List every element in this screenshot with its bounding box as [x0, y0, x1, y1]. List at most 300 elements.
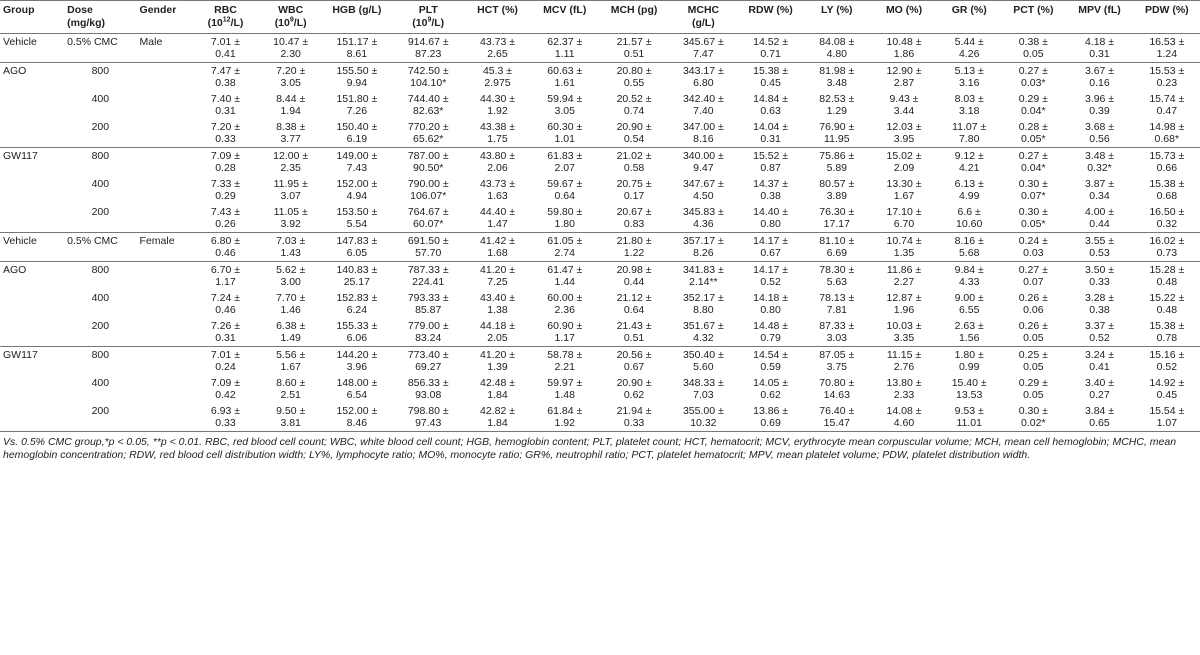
- cell-dose: 0.5% CMC: [64, 34, 136, 63]
- cell-mean: 6.6 ±: [957, 206, 981, 218]
- cell-sd: 7.81: [826, 304, 847, 316]
- cell-sd: 4.94: [346, 190, 368, 202]
- cell-value: [530, 233, 600, 262]
- cell-mean: 151.80 ±: [336, 93, 378, 105]
- cell-sd: 1.38: [487, 304, 508, 316]
- cell-sd: 3.07: [280, 190, 301, 202]
- cell-group: [0, 375, 64, 403]
- table-row: [0, 290, 1200, 318]
- table-footnote: Vs. 0.5% CMC group,*p < 0.05, **p < 0.01. RBC, red blood cell count; WBC, white blood cell count; HGB, hemoglobin content; PLT, platelet count; HCT, hematocrit; MCV, erythrocyte mean corpuscular volume; MCH, mean cell hemoglobin; MCHC, mean hemoglobin concentration; RDW, red blood cell distribution width; LY%, lymphocyte ratio; MO%, monocyte ratio; GR%, neutrophil ratio; PCT, platelet hematocrit; MPV, mean platelet volume; PDW, platelet distribution width.: [3, 436, 1177, 461]
- cell-mean: 61.05 ±: [547, 235, 583, 247]
- cell-mean: 7.03 ±: [276, 235, 306, 247]
- cell-value: [391, 262, 465, 291]
- cell-value: [739, 91, 803, 119]
- cell-sd: 0.23: [1156, 77, 1178, 89]
- cell-value: [323, 318, 391, 347]
- cell-sd: 1.84: [487, 417, 508, 429]
- cell-sd: 0.46: [215, 247, 236, 259]
- cell-mean: 43.80 ±: [480, 150, 515, 162]
- column-header: MCV (fL): [530, 1, 600, 34]
- cell-sd: 7.43: [346, 162, 368, 174]
- cell-mean: 790.00 ±: [407, 178, 449, 190]
- cell-value: [259, 347, 323, 376]
- cell-sd: 1.75: [487, 133, 508, 145]
- cell-sd: 9.94: [346, 77, 368, 89]
- cell-mean: 75.86 ±: [819, 150, 855, 162]
- cell-sd: 0.64: [623, 304, 645, 316]
- cell-value: [668, 403, 738, 432]
- cell-value: [600, 233, 668, 262]
- cell-mean: 155.33 ±: [336, 320, 378, 332]
- cell-sd: 4.60: [893, 417, 915, 429]
- cell-value: [530, 318, 600, 347]
- table-row: [0, 233, 1200, 262]
- cell-sd: 6.54: [346, 389, 368, 401]
- cell-mean: 3.96 ±: [1084, 93, 1115, 105]
- cell-value: [668, 148, 738, 177]
- cell-value: [323, 290, 391, 318]
- cell-mean: 6.13 ±: [954, 178, 984, 190]
- cell-value: [871, 375, 937, 403]
- cell-mean: 742.50 ±: [407, 65, 449, 77]
- cell-sd: 0.44: [1089, 218, 1110, 230]
- cell-value: [465, 148, 529, 177]
- cell-mean: 13.80 ±: [886, 377, 922, 389]
- cell-mean: 152.83 ±: [336, 292, 378, 304]
- cell-sd: 1.43: [280, 247, 301, 259]
- cell-value: [391, 318, 465, 347]
- cell-sd: 0.04*: [1021, 105, 1046, 117]
- cell-value: [1065, 375, 1133, 403]
- cell-value: [600, 318, 668, 347]
- cell-value: [192, 176, 258, 204]
- column-header: MPV (fL): [1065, 1, 1133, 34]
- cell-value: [323, 403, 391, 432]
- cell-mean: 76.40 ±: [819, 405, 855, 417]
- cell-value: [803, 347, 871, 376]
- cell-sd: 0.87: [760, 162, 781, 174]
- cell-value: [803, 119, 871, 148]
- cell-mean: 4.18 ±: [1084, 36, 1115, 48]
- cell-value: [871, 63, 937, 92]
- cell-mean: 60.63 ±: [547, 65, 583, 77]
- cell-mean: 43.40 ±: [480, 292, 515, 304]
- column-header: LY (%): [803, 1, 871, 34]
- column-header: RDW (%): [739, 1, 803, 34]
- cell-value: [871, 318, 937, 347]
- column-header: Gender: [137, 1, 193, 34]
- cell-sd: 87.23: [415, 48, 442, 60]
- cell-mean: 11.05 ±: [273, 206, 308, 218]
- cell-mean: 14.17 ±: [753, 235, 789, 247]
- cell-value: [600, 119, 668, 148]
- cell-sd: 0.55: [623, 77, 645, 89]
- cell-sd: 1.39: [487, 361, 508, 373]
- cell-group: GW117: [0, 148, 64, 177]
- cell-value: [668, 290, 738, 318]
- cell-mean: 149.00 ±: [336, 150, 378, 162]
- cell-sd: 0.29: [215, 190, 236, 202]
- cell-value: [1065, 204, 1133, 233]
- cell-mean: 0.27 ±: [1018, 65, 1048, 77]
- cell-sd: 0.38: [760, 190, 781, 202]
- cell-value: [937, 119, 1001, 148]
- cell-sd: 0.54: [623, 133, 645, 145]
- table-row: [0, 204, 1200, 233]
- cell-value: [803, 403, 871, 432]
- cell-value: [1001, 233, 1065, 262]
- cell-value: [1134, 233, 1200, 262]
- cell-sd: 93.08: [415, 389, 442, 401]
- cell-mean: 6.38 ±: [276, 320, 306, 332]
- cell-group: [0, 91, 64, 119]
- cell-mean: 44.30 ±: [480, 93, 515, 105]
- cell-sd: 0.52: [760, 276, 781, 288]
- cell-value: [739, 290, 803, 318]
- cell-gender: [137, 403, 193, 432]
- cell-mean: 3.40 ±: [1084, 377, 1115, 389]
- cell-sd: 3.03: [826, 332, 847, 344]
- cell-sd: 0.32: [1156, 218, 1178, 230]
- cell-sd: 2.07: [554, 162, 575, 174]
- cell-group: GW117: [0, 347, 64, 376]
- cell-mean: 351.67 ±: [682, 320, 724, 332]
- column-header: PDW (%): [1134, 1, 1200, 34]
- cell-sd: 4.32: [693, 332, 714, 344]
- cell-mean: 342.40 ±: [682, 93, 724, 105]
- cell-sd: 2.30: [280, 48, 301, 60]
- cell-value: [739, 119, 803, 148]
- cell-mean: 3.55 ±: [1084, 235, 1115, 247]
- cell-sd: 2.51: [280, 389, 301, 401]
- cell-mean: 21.43 ±: [616, 320, 652, 332]
- cell-value: [1065, 176, 1133, 204]
- cell-sd: 5.60: [693, 361, 714, 373]
- cell-mean: 60.90 ±: [547, 320, 583, 332]
- cell-sd: 0.63: [760, 105, 781, 117]
- cell-sd: 10.32: [690, 417, 717, 429]
- cell-dose: 200: [91, 206, 110, 218]
- cell-value: [192, 403, 258, 432]
- cell-mean: 347.67 ±: [682, 178, 724, 190]
- cell-sd: 0.38: [215, 77, 236, 89]
- cell-sd: 0.62: [760, 389, 781, 401]
- cell-sd: 0.52: [1156, 361, 1178, 373]
- cell-value: [1065, 318, 1133, 347]
- cell-value: [1134, 290, 1200, 318]
- cell-sd: 0.42: [215, 389, 236, 401]
- cell-sd: 1.56: [958, 332, 980, 344]
- cell-group: Vehicle: [0, 34, 64, 63]
- cell-value: [259, 119, 323, 148]
- cell-sd: 0.05: [1023, 48, 1044, 60]
- cell-mean: 340.00 ±: [682, 150, 724, 162]
- cell-sd: 4.26: [958, 48, 980, 60]
- cell-mean: 0.28 ±: [1018, 121, 1048, 133]
- cell-sd: 1.80: [554, 218, 575, 230]
- cell-mean: 770.20 ±: [407, 121, 449, 133]
- cell-sd: 6.80: [693, 77, 714, 89]
- cell-mean: 43.73 ±: [480, 36, 515, 48]
- cell-value: [259, 204, 323, 233]
- cell-value: [668, 176, 738, 204]
- cell-mean: 8.03 ±: [954, 93, 984, 105]
- table-row: [0, 403, 1200, 432]
- cell-sd: 1.68: [487, 247, 508, 259]
- cell-sd: 0.07: [1023, 276, 1044, 288]
- cell-mean: 58.78 ±: [547, 349, 583, 361]
- cell-value: [1065, 91, 1133, 119]
- cell-sd: 90.50*: [413, 162, 444, 174]
- cell-sd: 3.00: [280, 276, 301, 288]
- cell-value: [668, 233, 738, 262]
- cell-sd: 0.58: [623, 162, 645, 174]
- cell-value: [803, 375, 871, 403]
- cell-mean: 70.80 ±: [819, 377, 855, 389]
- cell-value: [871, 91, 937, 119]
- cell-value: [192, 375, 258, 403]
- cell-value: [530, 403, 600, 432]
- cell-mean: 7.26 ±: [210, 320, 241, 332]
- cell-mean: 20.98 ±: [616, 264, 652, 276]
- table-header: [0, 1, 1200, 34]
- cell-value: [323, 347, 391, 376]
- cell-sd: 3.75: [826, 361, 847, 373]
- column-header: Group: [0, 1, 64, 34]
- cell-value: [1001, 375, 1065, 403]
- cell-sd: 0.83: [623, 218, 645, 230]
- cell-dose: 400: [91, 377, 110, 389]
- cell-sd: 2.09: [893, 162, 915, 174]
- cell-value: [259, 233, 323, 262]
- cell-mean: 779.00 ±: [407, 320, 449, 332]
- cell-value: [465, 262, 529, 291]
- cell-mean: 15.02 ±: [886, 150, 922, 162]
- cell-mean: 81.98 ±: [819, 65, 855, 77]
- cell-sd: 7.26: [346, 105, 368, 117]
- cell-gender: [137, 204, 193, 233]
- cell-mean: 59.67 ±: [547, 178, 583, 190]
- cell-value: [871, 34, 937, 63]
- cell-mean: 357.17 ±: [682, 235, 724, 247]
- cell-sd: 0.51: [623, 48, 645, 60]
- cell-sd: 0.32*: [1087, 162, 1112, 174]
- cell-sd: 0.03*: [1021, 77, 1046, 89]
- cell-value: [323, 91, 391, 119]
- cell-sd: 3.81: [280, 417, 301, 429]
- cell-mean: 8.60 ±: [276, 377, 306, 389]
- cell-mean: 343.17 ±: [682, 65, 724, 77]
- cell-mean: 15.73 ±: [1149, 150, 1185, 162]
- cell-mean: 148.00 ±: [336, 377, 378, 389]
- cell-sd: 1.07: [1156, 417, 1178, 429]
- cell-value: [803, 318, 871, 347]
- cell-mean: 12.90 ±: [886, 65, 922, 77]
- cell-sd: 0.47: [1156, 105, 1178, 117]
- cell-sd: 1.48: [554, 389, 575, 401]
- cell-mean: 147.83 ±: [336, 235, 378, 247]
- cell-mean: 44.18 ±: [480, 320, 515, 332]
- cell-value: [600, 262, 668, 291]
- cell-sd: 8.16: [693, 133, 714, 145]
- cell-value: [739, 34, 803, 63]
- cell-mean: 3.24 ±: [1084, 349, 1115, 361]
- cell-mean: 11.15 ±: [886, 349, 922, 361]
- cell-sd: 0.80: [760, 304, 781, 316]
- cell-value: [323, 204, 391, 233]
- cell-value: [1065, 403, 1133, 432]
- cell-mean: 7.70 ±: [276, 292, 306, 304]
- cell-mean: 0.30 ±: [1018, 178, 1048, 190]
- cell-mean: 773.40 ±: [407, 349, 449, 361]
- cell-sd: 1.92: [554, 417, 575, 429]
- cell-mean: 20.67 ±: [616, 206, 652, 218]
- cell-sd: 0.05*: [1021, 218, 1046, 230]
- cell-mean: 0.27 ±: [1018, 264, 1048, 276]
- cell-mean: 21.80 ±: [616, 235, 652, 247]
- cell-mean: 15.16 ±: [1149, 349, 1185, 361]
- cell-sd: 1.96: [893, 304, 915, 316]
- column-header: PCT (%): [1001, 1, 1065, 34]
- cell-value: [192, 91, 258, 119]
- cell-mean: 15.74 ±: [1149, 93, 1185, 105]
- cell-value: [871, 347, 937, 376]
- cell-mean: 61.47 ±: [547, 264, 583, 276]
- cell-mean: 14.17 ±: [753, 264, 789, 276]
- cell-sd: 0.66: [1156, 162, 1178, 174]
- cell-value: [259, 262, 323, 291]
- cell-sd: 0.69: [760, 417, 781, 429]
- cell-sd: 0.64: [554, 190, 575, 202]
- cell-value: [739, 148, 803, 177]
- cell-sd: 8.26: [693, 247, 714, 259]
- cell-sd: 0.28: [215, 162, 236, 174]
- cell-sd: 1.11: [554, 48, 575, 60]
- cell-mean: 15.54 ±: [1149, 405, 1185, 417]
- cell-mean: 12.00 ±: [273, 150, 309, 162]
- cell-sd: 82.63*: [413, 105, 444, 117]
- cell-mean: 45.3 ±: [482, 65, 513, 77]
- cell-mean: 856.33 ±: [407, 377, 449, 389]
- cell-sd: 8.80: [693, 304, 714, 316]
- column-header: PLT $(10^9/L)$: [391, 1, 465, 34]
- cell-sd: 0.39: [1089, 105, 1110, 117]
- cell-mean: 78.30 ±: [819, 264, 855, 276]
- cell-mean: 8.38 ±: [276, 121, 306, 133]
- cell-sd: 2.27: [893, 276, 915, 288]
- cell-mean: 0.30 ±: [1018, 405, 1048, 417]
- cell-value: [937, 34, 1001, 63]
- table-row: [0, 262, 1200, 291]
- cell-sd: 83.24: [415, 332, 442, 344]
- cell-mean: 8.16 ±: [954, 235, 984, 247]
- cell-dose: 800: [64, 63, 136, 92]
- cell-mean: 3.37 ±: [1084, 320, 1115, 332]
- cell-value: [1001, 347, 1065, 376]
- cell-value: [391, 148, 465, 177]
- cell-sd: 0.33: [1089, 276, 1110, 288]
- cell-mean: 21.94 ±: [616, 405, 652, 417]
- cell-mean: 16.50 ±: [1149, 206, 1185, 218]
- cell-sd: 0.48: [1156, 276, 1178, 288]
- cell-sd: 6.24: [346, 304, 368, 316]
- cell-value: [871, 176, 937, 204]
- cell-value: [465, 233, 529, 262]
- cell-mean: 14.04 ±: [753, 121, 789, 133]
- cell-sd: 1.47: [487, 218, 508, 230]
- cell-sd: 104.10*: [410, 77, 447, 89]
- cell-mean: 15.38 ±: [1149, 320, 1185, 332]
- cell-value: [1001, 34, 1065, 63]
- cell-sd: 1.49: [280, 332, 301, 344]
- cell-value: [600, 34, 668, 63]
- cell-value: [323, 148, 391, 177]
- cell-value: [739, 176, 803, 204]
- cell-mean: 7.24 ±: [210, 292, 241, 304]
- cell-mean: 15.52 ±: [753, 150, 789, 162]
- cell-sd: 0.46: [215, 304, 236, 316]
- cell-value: [192, 148, 258, 177]
- cell-mean: 14.08 ±: [886, 405, 922, 417]
- cell-value: [530, 204, 600, 233]
- cell-mean: 0.26 ±: [1018, 320, 1048, 332]
- cell-sd: 13.53: [956, 389, 983, 401]
- cell-dose: 200: [64, 403, 136, 432]
- cell-value: [1134, 119, 1200, 148]
- table-row: [0, 347, 1200, 376]
- cell-mean: 3.87 ±: [1084, 178, 1115, 190]
- cell-value: [937, 262, 1001, 291]
- cell-value: [937, 233, 1001, 262]
- cell-sd: 2.06: [487, 162, 508, 174]
- cell-dose: 400: [91, 292, 110, 304]
- table-body: [0, 34, 1200, 432]
- cell-dose: 400: [91, 178, 110, 190]
- cell-mean: 20.56 ±: [616, 349, 652, 361]
- cell-value: [192, 34, 258, 63]
- cell-sd: 1.44: [554, 276, 575, 288]
- cell-mean: 12.03 ±: [886, 121, 922, 133]
- cell-gender: [137, 63, 193, 92]
- cell-sd: 1.46: [280, 304, 301, 316]
- cell-mean: 7.40 ±: [210, 93, 241, 105]
- cell-sd: 11.95: [824, 133, 850, 145]
- cell-mean: 14.98 ±: [1149, 121, 1185, 133]
- cell-value: [739, 204, 803, 233]
- cell-sd: 69.27: [415, 361, 442, 373]
- cell-mean: 11.86 ±: [886, 264, 922, 276]
- cell-mean: 59.94 ±: [547, 93, 583, 105]
- cell-mean: 13.30 ±: [886, 178, 922, 190]
- cell-sd: 0.62: [623, 389, 645, 401]
- cell-mean: 9.00 ±: [954, 292, 984, 304]
- cell-mean: 355.00 ±: [682, 405, 724, 417]
- cell-value: [1065, 148, 1133, 177]
- cell-value: [1065, 34, 1133, 63]
- cell-mean: 0.24 ±: [1018, 235, 1048, 247]
- cell-value: [937, 91, 1001, 119]
- cell-value: [192, 63, 258, 92]
- cell-mean: 7.33 ±: [210, 178, 241, 190]
- cell-value: [600, 290, 668, 318]
- cell-sd: 3.18: [958, 105, 980, 117]
- cell-mean: 5.62 ±: [276, 264, 306, 276]
- cell-sd: 1.84: [487, 389, 508, 401]
- cell-mean: 6.70 ±: [210, 264, 241, 276]
- cell-mean: 15.28 ±: [1149, 264, 1185, 276]
- cell-mean: 3.84 ±: [1084, 405, 1115, 417]
- cell-mean: 140.83 ±: [336, 264, 378, 276]
